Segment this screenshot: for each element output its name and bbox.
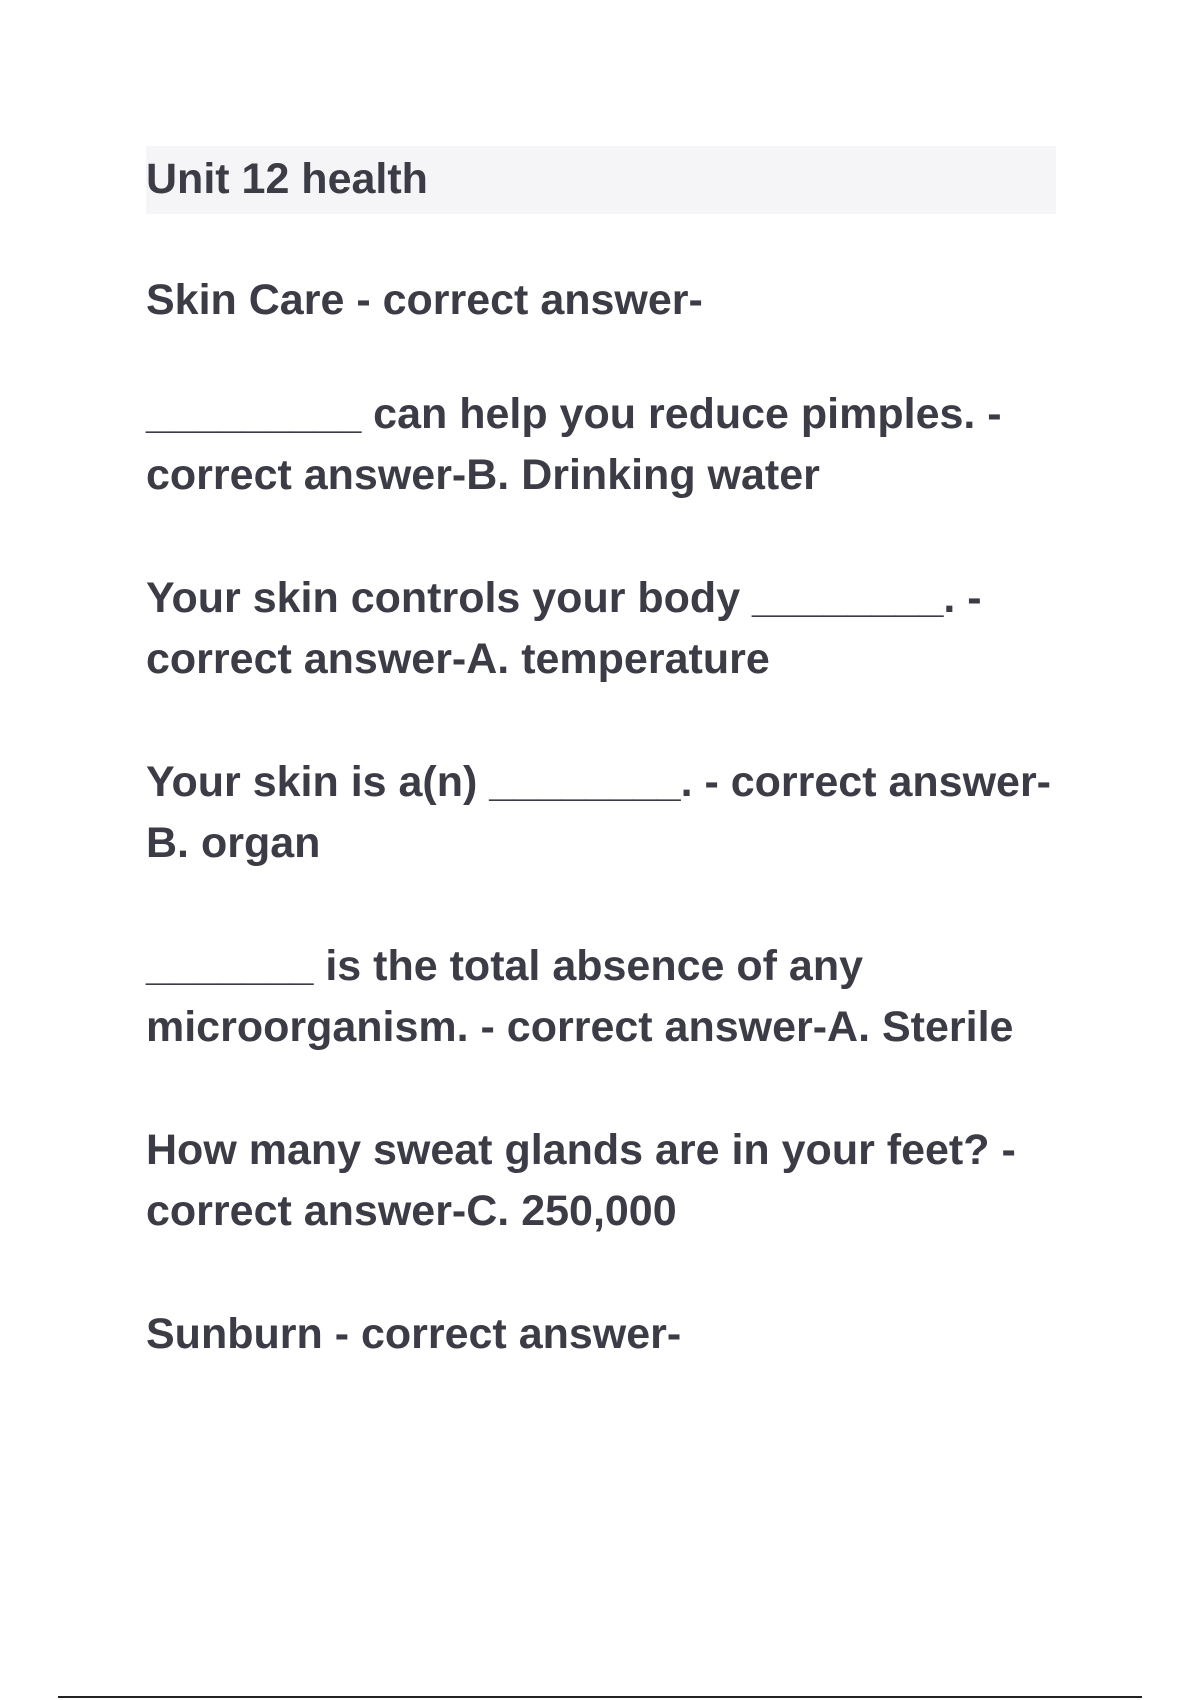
- qa-entry-sterile: _______ is the total absence of any microorganism. - correct answer-A. Sterile: [146, 942, 1014, 1051]
- qa-entry-sweat-glands: How many sweat glands are in your feet? - correct answer-C. 250,000: [146, 1126, 1016, 1235]
- title-bar: [146, 146, 1056, 214]
- document-title: Unit 12 health: [146, 155, 428, 203]
- qa-entry-sunburn: Sunburn - correct answer-: [146, 1310, 682, 1358]
- qa-entry-organ: Your skin is a(n) ________. - correct answer-B. organ: [146, 758, 1051, 867]
- qa-entry-temperature: Your skin controls your body ________. - correct answer-A. temperature: [146, 574, 982, 683]
- bottom-divider: [58, 1696, 1142, 1698]
- qa-entry-pimples: _________ can help you reduce pimples. - correct answer-B. Drinking water: [146, 390, 1002, 499]
- qa-entry-skin-care: Skin Care - correct answer-: [146, 276, 703, 324]
- qa-list: [146, 270, 1066, 1365]
